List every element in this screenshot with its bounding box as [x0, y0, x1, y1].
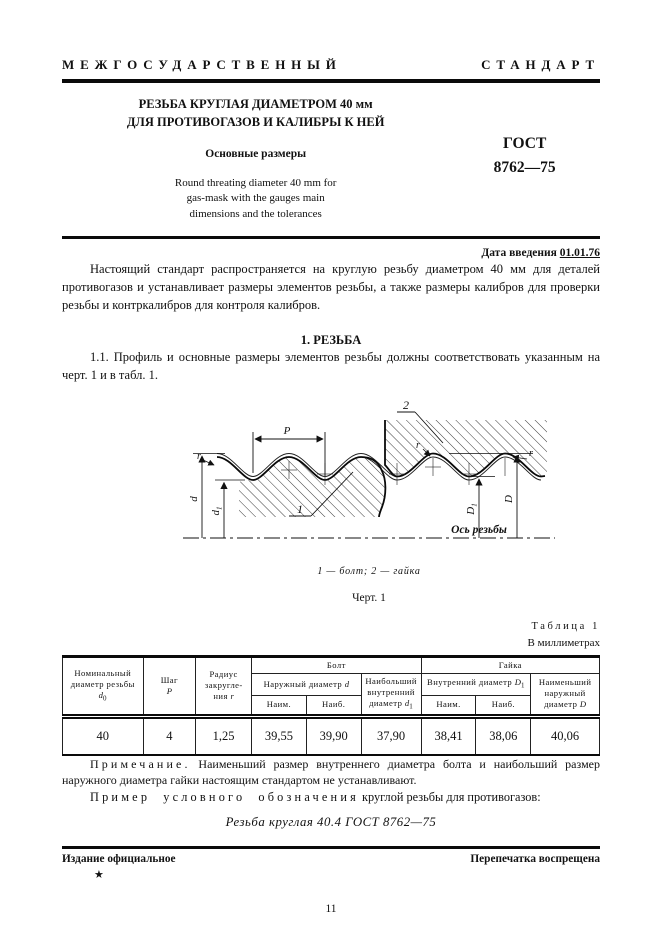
- example-label: Пример условного обозначения: [90, 789, 359, 804]
- table-units-label: В миллиметрах: [527, 636, 600, 649]
- value-nut-D: 40,06: [531, 716, 600, 755]
- figure-caption: 1 — болт; 2 — гайка: [317, 565, 421, 577]
- dimension-label-d: d: [187, 496, 200, 502]
- bolt-diameter-dimensions: [202, 456, 224, 538]
- note-label: Примечание.: [90, 756, 191, 771]
- note-paragraph: [62, 756, 600, 789]
- group-header-bolt: Болт: [252, 656, 422, 673]
- figure-1: [174, 399, 564, 606]
- radius-label-2: r: [415, 439, 420, 451]
- dimension-label-D1: $D_1$: [464, 503, 478, 515]
- figure-number: Черт. 1: [352, 591, 386, 604]
- thread-profile-drawing: [177, 399, 562, 551]
- masthead-word-left: МЕЖГОСУДАРСТВЕННЫЙ: [62, 57, 342, 72]
- value-bolt-d1: 37,90: [361, 716, 421, 755]
- col-header-nominal-diameter: Номинальный диаметр резьбы $d_0$: [63, 656, 144, 716]
- gost-label: ГОСТ: [503, 135, 547, 153]
- introduction-date-line: [62, 245, 600, 261]
- intro-paragraph: Настоящий стандарт распространяется на круглую резьбу диаметром 40 мм для деталей противогазов и устанавливает размеры элементов резьбы, а также размеры калибров для проверки резьбы и контркалибров для контроля калибров.: [62, 262, 600, 312]
- pitch-label: P: [283, 424, 290, 437]
- col-header-bolt-outer-diameter: Наружный диаметр d: [252, 673, 362, 695]
- col-header-nut-max: Наиб.: [476, 695, 531, 716]
- note-text: Наименьший размер внутреннего диаметра болта и наибольший размер наружного диаметра гайки настоящим стандартом не устанавливают.: [62, 756, 600, 788]
- part-2-callout: 2: [402, 398, 409, 412]
- value-nominal-diameter: 40: [63, 716, 144, 755]
- thread-axis-label: Ось резьбы: [450, 523, 507, 536]
- gost-badge: [449, 132, 600, 179]
- dimensions-table: [62, 655, 600, 756]
- value-radius: 1,25: [196, 716, 252, 755]
- title-line-1: РЕЗЬБА КРУГЛАЯ ДИАМЕТРОМ 40 мм: [138, 97, 373, 112]
- radius-label-3: r: [528, 447, 533, 459]
- table-header-row-groups: [63, 656, 600, 673]
- dimension-label-D: D: [502, 494, 515, 503]
- part-1-callout: 1: [296, 501, 303, 516]
- table-label: Таблица 1: [531, 621, 600, 633]
- title-rule: [62, 236, 600, 239]
- official-edition-note: Издание официальное: [62, 853, 176, 866]
- reprint-prohibited-note: Перепечатка воспрещена: [470, 853, 600, 866]
- col-header-nut-min: Наим.: [421, 695, 476, 716]
- value-nut-D1-max: 38,06: [476, 716, 531, 755]
- col-header-nut-outer-diameter: Наименьший наружный диаметр D: [531, 673, 600, 716]
- value-bolt-d-max: 39,90: [306, 716, 361, 755]
- col-header-bolt-min: Наим.: [252, 695, 307, 716]
- title-en-line-1: Round threating diameter 40 mm for: [174, 176, 337, 189]
- footer-row: [62, 851, 600, 867]
- col-header-radius: Радиус закругления r: [196, 656, 252, 716]
- nut-section-hatch: [385, 420, 547, 477]
- thread-designation: Резьба круглая 40.4 ГОСТ 8762—75: [225, 814, 437, 829]
- title-en-line-2: gas-mask with the gauges main: [186, 192, 325, 205]
- title-en-line-3: dimensions and the tolerances: [189, 207, 322, 220]
- dimension-label-d1: $d_1$: [209, 506, 223, 516]
- value-nut-D1-min: 38,41: [421, 716, 476, 755]
- gost-number: 8762—75: [493, 158, 556, 176]
- masthead: [62, 56, 600, 74]
- masthead-rule: [62, 79, 600, 83]
- date-label: Дата введения: [481, 246, 557, 259]
- document-title: [62, 96, 449, 131]
- table-data-row: [63, 716, 600, 755]
- col-header-nut-inner-diameter: Внутренний диаметр $D_1$: [421, 673, 531, 695]
- page-number: 11: [325, 902, 337, 915]
- value-bolt-d-min: 39,55: [252, 716, 307, 755]
- section-1-heading: 1. РЕЗЬБА: [300, 332, 362, 347]
- col-header-bolt-inner-diameter: Наибольший внутренний диаметр $d_1$: [361, 673, 421, 716]
- radius-label-1: r: [196, 450, 201, 462]
- footer-rule: [62, 846, 600, 849]
- title-column: [62, 96, 449, 222]
- value-pitch: 4: [143, 716, 196, 755]
- gost-number-column: [449, 96, 600, 222]
- col-header-bolt-max: Наиб.: [306, 695, 361, 716]
- star-icon: ★: [94, 869, 104, 882]
- example-text: круглой резьбы для противогазов:: [362, 789, 541, 804]
- title-line-2: ДЛЯ ПРОТИВОГАЗОВ И КАЛИБРЫ К НЕЙ: [126, 114, 385, 129]
- document-subtitle: Основные размеры: [205, 148, 307, 161]
- clause-1-1-paragraph: 1.1. Профиль и основные размеры элементов резьбы должны соответствовать указанным на черт. 1 и в табл. 1.: [62, 350, 600, 383]
- date-value: 01.01.76: [559, 246, 600, 259]
- document-title-english: [62, 176, 449, 222]
- group-header-nut: Гайка: [421, 656, 599, 673]
- title-block: [62, 96, 600, 222]
- bolt-section-hatch: [239, 457, 385, 517]
- example-paragraph: [62, 789, 600, 806]
- masthead-word-right: СТАНДАРТ: [481, 57, 600, 72]
- col-header-pitch: Шаг P: [143, 656, 196, 716]
